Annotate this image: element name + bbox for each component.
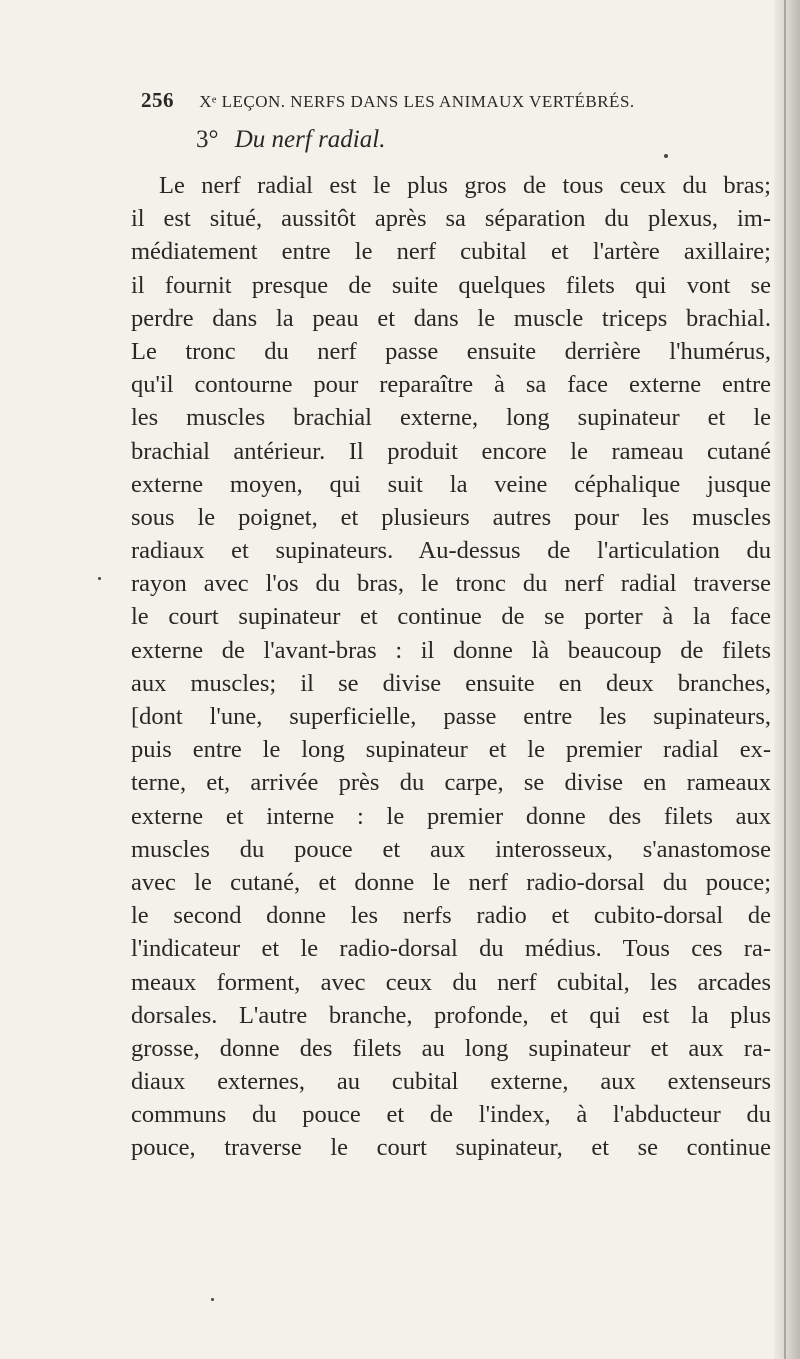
text-line: sous le poignet, et plusieurs autres pour les muscles [131,503,771,531]
ink-speck [98,577,101,580]
text-line: externe de l'avant-bras : il donne là beaucoup de filets [131,636,771,664]
text-line: terne, et, arrivée près du carpe, se divise en rameaux [131,769,771,797]
text-line: externe moyen, qui suit la veine céphalique jusque [131,470,771,498]
ink-speck [211,1298,214,1301]
text-line: communs du pouce et de l'index, à l'abducteur du [131,1101,771,1129]
text-line: brachial antérieur. Il produit encore le rameau cutané [131,437,771,465]
text-line: perdre dans la peau et dans le muscle triceps brachial. [131,304,771,332]
text-line: Le nerf radial est le plus gros de tous ceux du bras; [159,172,771,199]
text-line: le second donne les nerfs radio et cubito-dorsal de [131,902,771,930]
text-line: externe et interne : le premier donne des filets aux [131,802,771,830]
text-line: grosse, donne des filets au long supinateur et aux ra- [131,1034,771,1062]
text-line: les muscles brachial externe, long supinateur et le [131,404,771,432]
text-line: dorsales. L'autre branche, profonde, et qui est la plus [131,1001,771,1029]
page-number: 256 [141,88,174,112]
body-paragraph [131,169,771,1165]
running-title: Xᵉ LEÇON. NERFS DANS LES ANIMAUX VERTÉBRÉS. [199,92,635,111]
section-heading [196,126,385,154]
ink-speck [664,154,668,158]
text-line: médiatement entre le nerf cubital et l'artère axillaire; [131,238,771,266]
text-line: radiaux et supinateurs. Au-dessus de l'articulation du [131,537,771,565]
section-title: Du nerf radial. [234,126,386,153]
text-line: aux muscles; il se divise ensuite en deux branches, [131,669,771,697]
text-line: muscles du pouce et aux interosseux, s'anastomose [131,835,771,863]
section-numeral: 3° [196,126,219,153]
text-line: rayon avec l'os du bras, le tronc du nerf radial traverse [131,570,771,598]
text-line: [dont l'une, superficielle, passe entre les supinateurs, [131,703,771,730]
text-line: le court supinateur et continue de se porter à la face [131,603,771,631]
text-line: pouce, traverse le court supinateur, et se continue [131,1134,771,1162]
text-line: avec le cutané, et donne le nerf radio-dorsal du pouce; [131,868,771,896]
text-line: l'indicateur et le radio-dorsal du médius. Tous ces ra- [131,935,771,963]
text-line: il fournit presque de suite quelques filets qui vont se [131,271,771,299]
running-header [141,88,741,118]
page-edge-shadow [774,0,800,1359]
text-line: meaux forment, avec ceux du nerf cubital, les arcades [131,968,771,996]
gutter-line [784,0,786,1359]
text-line: il est situé, aussitôt après sa séparation du plexus, im- [131,205,771,233]
text-line: Le tronc du nerf passe ensuite derrière l'humérus, [131,337,771,365]
text-line: diaux externes, au cubital externe, aux extenseurs [131,1068,771,1096]
text-line: qu'il contourne pour reparaître à sa face externe entre [131,371,771,399]
text-line: puis entre le long supinateur et le premier radial ex- [131,736,771,764]
